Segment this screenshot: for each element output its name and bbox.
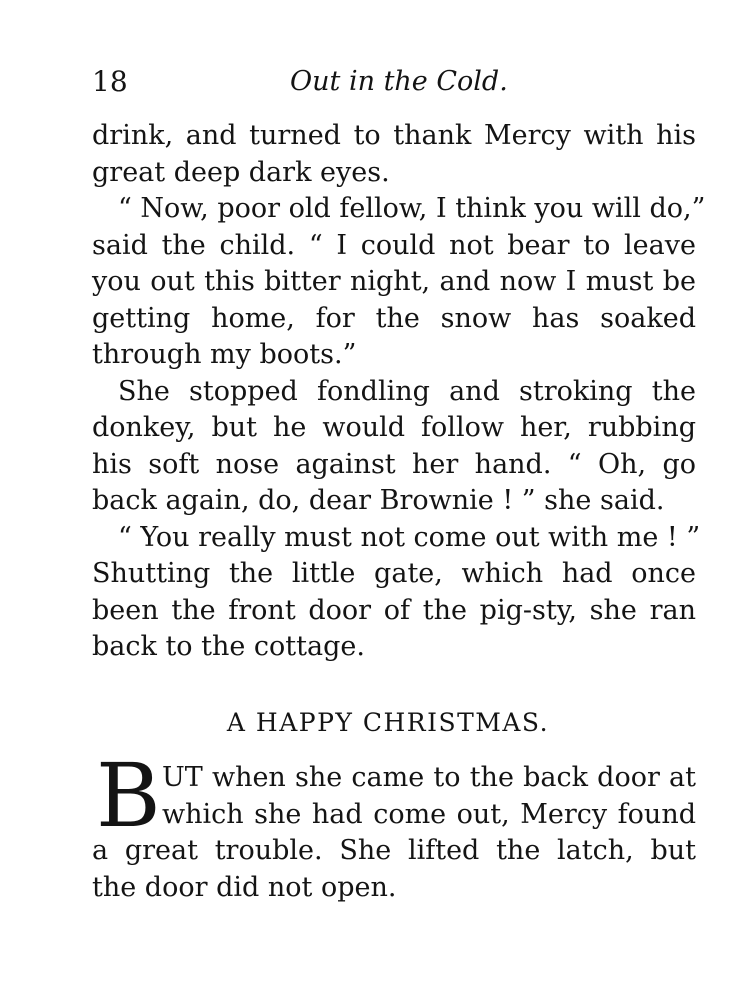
text-line: great deep dark eyes. [92,156,390,188]
text-line: back again, do, dear Brownie ! ” she said. [92,485,665,516]
text-line: which she had come out, Mercy found [162,798,696,830]
text-line: “ Now, poor old fellow, I think you will do,” [118,193,706,224]
section-heading: A HAPPY CHRISTMAS. [226,708,550,737]
text-line: through my boots.” [92,339,357,370]
section-text [92,760,696,906]
text-line: been the front door of the pig-sty, she ran [92,594,696,626]
text-line: getting home, for the snow has soaked [92,302,696,334]
text-line: back to the cottage. [92,631,365,662]
text-line: a great trouble. She lifted the latch, but [92,835,696,866]
text-line: his soft nose against her hand. “ Oh, go [92,448,696,480]
running-head: Out in the Cold. [290,66,508,97]
body-text [92,118,706,666]
text-line: “ You really must not come out with me ! ” [118,521,701,553]
text-line: Shutting the little gate, which had once [92,558,696,589]
page-number: 18 [92,65,128,98]
text-line: the door did not open. [92,871,397,903]
text-line: said the child. “ I could not bear to leave [92,229,696,261]
text-line: She stopped fondling and stroking the [118,375,696,407]
text-line: donkey, but he would follow her, rubbing [92,412,696,443]
text-line: drink, and turned to thank Mercy with his [92,120,696,151]
drop-cap: B [96,744,161,847]
text-line: UT when she came to the back door at [162,762,696,793]
text-line: you out this bitter night, and now I must be [92,266,696,297]
